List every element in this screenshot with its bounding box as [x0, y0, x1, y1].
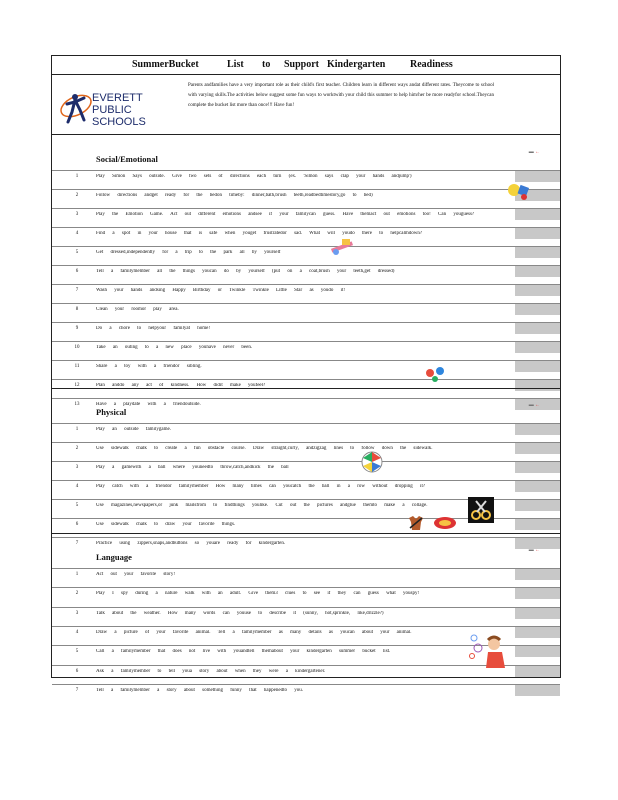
- title-word: to: [262, 59, 271, 70]
- checkoff-cell[interactable]: [514, 646, 560, 657]
- checkoff-cell[interactable]: [514, 666, 560, 677]
- item-number: 2: [75, 193, 79, 198]
- kids-clipart-icon: [424, 365, 448, 388]
- item-number: 8: [75, 307, 79, 312]
- list-item: [52, 568, 560, 580]
- title-word: List: [227, 59, 244, 70]
- list-item: [52, 284, 560, 296]
- toothbrush-clipart-icon: [328, 236, 358, 263]
- section-divider: [52, 533, 560, 534]
- list-item: [52, 587, 560, 599]
- item-text: Have a playdate with a friendoutside.: [96, 402, 201, 407]
- list-item: [52, 360, 560, 372]
- item-number: 11: [74, 364, 80, 369]
- section-divider: [52, 134, 560, 135]
- list-item: [52, 189, 560, 201]
- zipper-clipart-icon: [432, 515, 458, 536]
- item-number: 5: [75, 250, 79, 255]
- item-number: 13: [74, 402, 80, 407]
- checkoff-cell[interactable]: [514, 519, 560, 530]
- shirt-clipart-icon: [406, 514, 426, 537]
- checkoff-cell[interactable]: [514, 481, 560, 492]
- bucket-list-document: [51, 55, 561, 693]
- title-word: Support: [284, 59, 320, 70]
- list-item: [52, 423, 560, 435]
- child-bubbles-clipart-icon: [468, 630, 508, 675]
- checkoff-cell[interactable]: [514, 500, 560, 511]
- list-item: [52, 303, 560, 315]
- checkoff-cell[interactable]: [514, 443, 560, 454]
- checkoff-cell[interactable]: [514, 380, 560, 391]
- list-item: [52, 227, 560, 239]
- item-number: 5: [75, 503, 79, 508]
- checkoff-cell[interactable]: [514, 608, 560, 619]
- item-text: Practice using zippers,snaps,andbuttons so youare ready for kindergarten.: [96, 541, 286, 546]
- sort-indicator-icon: ▬ ←: [528, 150, 540, 155]
- item-number: 4: [75, 484, 79, 489]
- checkoff-cell[interactable]: [514, 569, 560, 580]
- list-item: [52, 379, 560, 391]
- checkoff-cell[interactable]: [514, 588, 560, 599]
- list-item: [52, 684, 560, 696]
- item-number: 10: [74, 345, 80, 350]
- item-number: 6: [75, 522, 79, 527]
- list-item: [52, 170, 560, 182]
- item-number: 2: [75, 591, 79, 597]
- item-text: Tell a familymember all the things youcan do by yourself (put on a coat,brush your teeth,get dressed): [96, 269, 395, 274]
- checkoff-cell[interactable]: [514, 285, 560, 296]
- list-item: [52, 480, 560, 492]
- item-text: Act out your favorite story!: [96, 572, 175, 577]
- intro-paragraph: Parents andfamilies have a very important role as their child's first teacher. Children learn in different ways andat different rates. Theycome to school with varying skills.The activities below suggest some fun ways to worktwith your child this summer to help him/her be more readyfor school.Theycan complete the bucket list more than once!!! Have fun!: [188, 83, 494, 108]
- checkoff-cell[interactable]: [514, 304, 560, 315]
- item-text: Take an outing to a new place youhave never been.: [96, 345, 253, 350]
- item-number: 6: [75, 668, 79, 674]
- item-number: 4: [75, 629, 79, 635]
- item-text: Share a toy with a friendor sibling.: [96, 364, 202, 369]
- item-number: 1: [75, 572, 79, 577]
- list-item: [52, 341, 560, 353]
- ball-clipart-icon: [360, 450, 384, 479]
- checkoff-cell[interactable]: [514, 627, 560, 638]
- list-item: [52, 398, 560, 410]
- list-item: [52, 322, 560, 334]
- scissors-clipart-icon: [468, 497, 494, 528]
- item-number: 12: [74, 383, 80, 388]
- checkoff-cell[interactable]: [514, 424, 560, 435]
- item-number: 9: [75, 326, 79, 331]
- sort-indicator-icon: ▬ ←: [528, 548, 540, 553]
- item-number: 2: [75, 446, 79, 451]
- item-text: Clean your roomor play area.: [96, 307, 179, 312]
- item-number: 4: [75, 231, 79, 236]
- list-item: [52, 607, 560, 619]
- section-title: Social/Emotional: [96, 154, 158, 164]
- section-divider: [52, 388, 560, 389]
- item-text: Draw a picture of your favorite animal. Tell a familymember as many details as youcan about your animal.: [96, 629, 412, 635]
- item-text: Follow directions andget ready for the bedon timeby: dinner,bath,brush teeth,readbedtimestory,go to bed): [96, 193, 373, 198]
- item-text: Use sidewalk chalk to draw your favorite things.: [96, 522, 236, 527]
- item-text: Use magazines,newspapers,or junk mailsfrom to findthings youlike. Cut out the pictures andglue themto make a collage.: [96, 503, 428, 508]
- item-number: 3: [75, 610, 79, 616]
- item-number: 6: [75, 269, 79, 274]
- checkoff-cell[interactable]: [514, 685, 560, 696]
- checkoff-cell[interactable]: [514, 342, 560, 353]
- item-text: Play Simon Says outside. Give two sets of directions each turn (ex. 'Simon says clap your hands andjump'): [96, 174, 412, 179]
- item-number: 5: [75, 649, 79, 655]
- item-text: Talk about the weather. How many words can youuse to describe it (sunny, hot,sprinkle, like,drizzle?): [96, 610, 384, 616]
- item-number: 7: [75, 687, 79, 693]
- item-text: Ask a familymember to tell youa story about when they were a kindergartener.: [96, 668, 326, 674]
- checkoff-cell[interactable]: [514, 323, 560, 334]
- checkoff-cell[interactable]: [514, 247, 560, 258]
- list-item: [52, 537, 560, 549]
- item-text: Plan anddo any act of kindness. How didit make youfeel?: [96, 383, 266, 388]
- item-text: Play catch with a friendor familymember How many times can youcatch the ball in a row without dropping it?: [96, 484, 426, 489]
- title-word: Readiness: [410, 59, 453, 70]
- section-title: Physical: [96, 407, 127, 417]
- checkoff-cell[interactable]: [514, 209, 560, 220]
- logo-text-3: SCHOOLS: [92, 116, 146, 128]
- item-text: Get dressed,independently for a trip to the park all by yourself: [96, 250, 281, 255]
- logo-text-1: EVERETT: [92, 92, 143, 104]
- item-number: 3: [75, 465, 79, 470]
- item-text: Play the Emotion Game. Act out different emotions andsee if your familycan guess. Have themact out emotions too! Can youguess?: [96, 212, 475, 217]
- checkoff-cell[interactable]: [514, 361, 560, 372]
- sort-indicator-icon: ▬ ←: [528, 403, 540, 408]
- intro-block: [52, 74, 560, 134]
- checkoff-cell[interactable]: [514, 228, 560, 239]
- item-text: Tell a familymember a story about something funny that happenedto you.: [96, 687, 303, 693]
- item-number: 1: [75, 427, 79, 432]
- list-item: [52, 208, 560, 220]
- checkoff-cell[interactable]: [514, 266, 560, 277]
- logo-text-2: PUBLIC: [92, 104, 132, 116]
- list-item: [52, 461, 560, 473]
- toys-clipart-icon: [506, 180, 532, 207]
- item-number: 7: [75, 541, 79, 546]
- item-text: Use sidewalk chalk to create a fun obstacle course. Draw straight,curly, andzigzag lines to follow down the sidewalk.: [96, 446, 433, 451]
- section-title: Language: [96, 552, 132, 562]
- item-number: 1: [75, 174, 79, 179]
- item-text: Do a chore to helpyour familyat home!: [96, 326, 211, 331]
- title-word: SummerBucket: [132, 59, 199, 70]
- list-item: [52, 442, 560, 454]
- item-number: 3: [75, 212, 79, 217]
- item-text: Call a familymember that does not live with youandtell themabout your kindergarten summer bucket list.: [96, 649, 391, 655]
- checkoff-cell[interactable]: [514, 462, 560, 473]
- item-text: Wash your hands andsing Happy Birthday or Twinkle Twinkle Little Star as youdo it!: [96, 288, 346, 293]
- item-text: Find a spot in your house that is safe when youget frustratedor sad. What will youdo there to helpcalmdown?: [96, 231, 423, 236]
- list-item: [52, 265, 560, 277]
- document-title: [52, 56, 560, 75]
- item-number: 7: [75, 288, 79, 293]
- item-text: Play I spy during a nature walk with an adult. Give them3 clues to see if they can guess what youspy!: [96, 591, 420, 597]
- item-text: Play an outside familygame.: [96, 427, 171, 432]
- title-word: Kindergarten: [327, 59, 386, 70]
- everett-public-schools-logo: [58, 84, 158, 130]
- item-text: Play a gamewith a ball where youneedto throw,catch,andkick the ball: [96, 465, 289, 470]
- list-item: [52, 246, 560, 258]
